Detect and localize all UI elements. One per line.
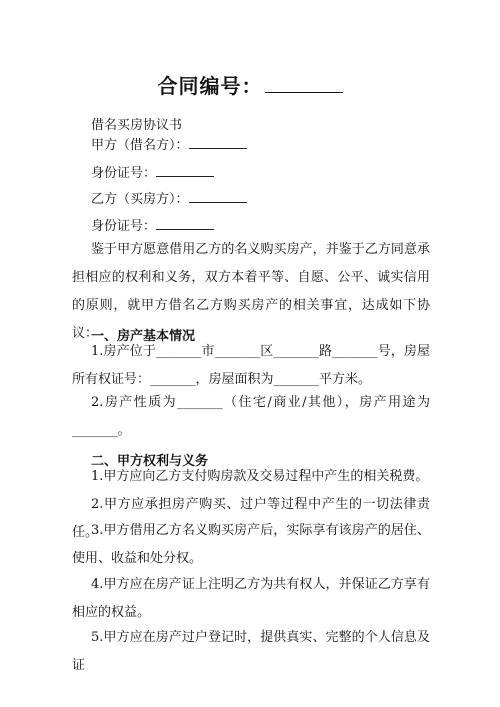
section2-item1: 1.甲方应向乙方支付购房款及交易过程中产生的相关税费。 — [91, 469, 429, 484]
contract-number-blank[interactable] — [265, 74, 343, 93]
section1-item2: 2.房产性质为_______（住宅/商业/其他），房产用途为_______。 — [72, 395, 430, 438]
section1-heading: 一、房产基本情况 — [91, 329, 196, 344]
contract-number-label: 合同编号： — [157, 74, 263, 98]
section2-item3: 3.甲方借用乙方名义购买房产后，实际享有该房产的居住、使用、收益和处分权。 — [72, 523, 430, 566]
party-b-id-blank[interactable] — [156, 217, 214, 230]
party-b-id-field — [91, 217, 214, 235]
section2-heading: 二、甲方权利与义务 — [91, 454, 209, 469]
section1-item1: 1.房产位于_______市_______区_______路_______号，房屋所有权证号：_______，房屋面积为_______平方米。 — [72, 344, 430, 387]
party-b-id-label: 身份证号： — [91, 219, 157, 234]
agreement-subtitle: 借名买房协议书 — [91, 118, 183, 133]
section2-item4: 4.甲方应在房产证上注明乙方为共有权人，并保证乙方享有相应的权益。 — [72, 577, 430, 620]
party-b-field — [91, 190, 247, 208]
section2-item2: 2.甲方应承担房产购买、过户等过程中产生的一切法律责任。 — [72, 497, 430, 540]
party-b-blank[interactable] — [189, 190, 247, 203]
party-a-blank[interactable] — [189, 136, 247, 149]
party-a-label: 甲方（借名方）： — [91, 138, 189, 153]
party-a-id-blank[interactable] — [156, 164, 214, 177]
party-a-field — [91, 136, 247, 154]
preamble-paragraph: 鉴于甲方愿意借用乙方的名义购买房产，并鉴于乙方同意承担相应的权利和义务，双方本着平等、自愿、公平、诚实信用的原则，就甲方借名乙方购买房产的相关事宜，达成如下协议： — [72, 242, 430, 341]
party-a-id-label: 身份证号： — [91, 166, 157, 181]
contract-number-title — [0, 70, 500, 99]
section2-item5: 5.甲方应在房产过户登记时，提供真实、完整的个人信息及证 — [72, 630, 430, 673]
party-b-label: 乙方（买房方）： — [91, 192, 189, 207]
party-a-id-field — [91, 164, 214, 182]
